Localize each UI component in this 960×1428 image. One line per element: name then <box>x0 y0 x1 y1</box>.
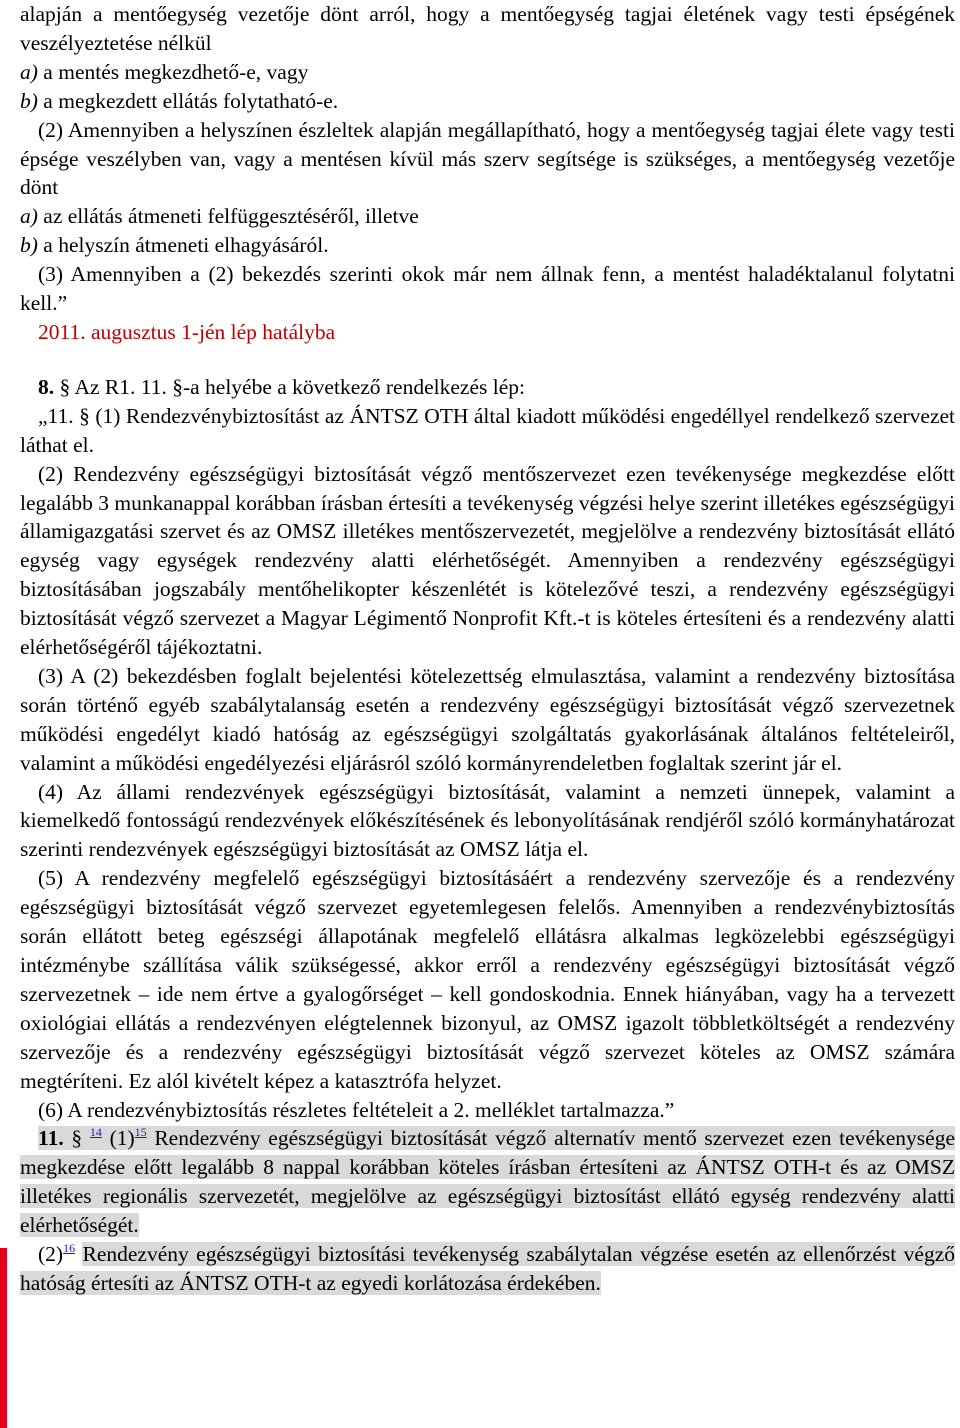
section-11-number: „11. <box>38 403 74 428</box>
section-11-paragraph-1 <box>20 402 955 460</box>
amended-section-11-paragraph-1 <box>20 1124 955 1240</box>
section-symbol: § <box>59 374 71 399</box>
spacer <box>20 347 955 373</box>
document-page <box>20 0 955 1298</box>
paragraph-2-item-a: a) az ellátás átmeneti felfüggesztéséről, illetve <box>20 204 419 229</box>
section-11-paragraph-3: (3) A (2) bekezdésben foglalt bejelentési kötelezettség elmulasztása, valamint a rendezvény biztosítása során történő egyéb szabálytalanság esetén a rendezvény egészségügyi biztosítását végző szervezetnek működési engedélyt kiadó hatóság az egészségügyi szolgáltatás gyakorlásának általános feltételeiről, valamint a működési engedélyezési eljárásról szóló kormányrendeletben foglaltak szerint jár el. <box>20 663 955 775</box>
amended-section-highlight <box>20 1126 955 1237</box>
section-symbol: § <box>71 1126 83 1151</box>
section-11-paragraph-2: (2) Rendezvény egészségügyi biztosítását végző mentőszervezet ezen tevékenysége megkezdése előtt legalább 3 munkanappal korábban írásban értesíti a tevékenység végzési helye szerint illetékes egészségügyi államigazgatási szervet és az OMSZ illetékes mentőszervezetét, megjelölve a rendezvény biztosítását ellátó egység vagy egységek rendezvény alatti elérhetőségét. Amennyiben a rendezvény egészségügyi biztosításában jogszabály mentőhelikopter készenlétét is kötelezővé teszi, a rendezvény egészségügyi biztosítását végző szervezet a Magyar Légimentő Nonprofit Kft.-t is köteles értesíteni és a rendezvény alatti elérhetőségéről tájékoztatni. <box>20 461 955 660</box>
footnote-link-14[interactable]: 14 <box>89 1125 102 1140</box>
list-item-a: a) a mentés megkezdhető-e, vagy <box>20 59 309 84</box>
paragraph-2: (2) Amennyiben a helyszínen észleltek alapján megállapítható, hogy a mentőegység tagjai élete vagy testi épsége veszélyben van, vagy a mentésen kívül más szerv segítsége is szükséges, a mentőegység vezetője dönt <box>20 117 955 200</box>
list-item-a-text: a mentés megkezdhető-e, vagy <box>43 59 309 84</box>
footnote-link-16[interactable]: 16 <box>63 1241 76 1256</box>
paragraph-2-item-a-text: az ellátás átmeneti felfüggesztéséről, illetve <box>43 204 419 229</box>
amended-section-number: 11. <box>38 1126 64 1151</box>
paragraph-2-item-b: b) a helyszín átmeneti elhagyásáról. <box>20 233 329 258</box>
effective-date-note: 2011. augusztus 1-jén lép hatályba <box>38 319 336 344</box>
paragraph-continued: alapján a mentőegység vezetője dönt arról, hogy a mentőegység tagjai életének vagy testi épségének veszélyeztetése nélkül <box>20 2 955 55</box>
amended-section-11-paragraph-2 <box>20 1240 955 1298</box>
section-8-text-b: -a helyébe a következő rendelkezés lép: <box>182 374 525 399</box>
paragraph-2-item-b-text: a helyszín átmeneti elhagyásáról. <box>43 233 329 258</box>
change-bar <box>0 1248 7 1428</box>
list-item-b-text: a megkezdett ellátás folytatható-e. <box>43 88 339 113</box>
section-8-text-a: Az R1. 11. <box>74 374 167 399</box>
subsection-number-1: (1) <box>109 1126 135 1151</box>
list-item-b: b) a megkezdett ellátás folytatható-e. <box>20 88 339 113</box>
section-symbol: § <box>79 403 90 428</box>
amended-paragraph-1-text: Rendezvény egészségügyi biztosítását végző alternatív mentő szervezet ezen tevékenysége megkezdése előtt legalább 8 nappal korábban köteles írásban értesíteni az ÁNTSZ OTH-t és az OMSZ illetékes regionális szervezetét, megjelölve az egészségügyi biztosítást ellátó egység rendezvény alatti elérhetőségét. <box>20 1126 955 1238</box>
section-symbol: § <box>172 374 183 399</box>
subsection-number-2: (2) <box>38 1242 64 1267</box>
amended-paragraph-2-text: Rendezvény egészségügyi biztosítási tevékenység szabálytalan végzése esetén az ellenőrzést végző hatóság értesíti az ÁNTSZ OTH-t az egyedi korlátozása érdekében. <box>20 1242 955 1295</box>
section-11-paragraph-5: (5) A rendezvény megfelelő egészségügyi biztosításáért a rendezvény szervezője és a rendezvény egészségügyi biztosítását végző szervezet egyetemlegesen felelős. Amennyiben a rendezvénybiztosítás során ellátott beteg egészségi állapotának megfelelő ellátásra alkalmas legközelebbi egészségügyi intézménybe szállítása válik szükségessé, akkor erről a rendezvény egészségügyi biztosítását végző szervezetnek – ide nem értve a gyalogőrséget – kell gondoskodnia. Ennek hiányában, vagy ha a tervezett oxiológiai ellátás a rendezvényen elégtelennek bizonyul, az OMSZ igazolt többletköltségét a rendezvény szervezője és a rendezvény egészségügyi biztosítását végző szervezet köteles az OMSZ számára megtéríteni. Ez alól kivételt képez a katasztrófa helyzet. <box>20 866 955 1093</box>
section-8-heading <box>20 373 955 402</box>
section-8-number: 8. <box>38 374 55 399</box>
section-11-paragraph-4: (4) Az állami rendezvények egészségügyi biztosítását, valamint a nemzeti ünnepek, valamint a kiemelkedő fontosságú rendezvények előkészítésének és lebonyolításának rendjéről szóló kormányhatározat szerinti rendezvények egészségügyi biztosítását az OMSZ látja el. <box>20 779 955 862</box>
paragraph-3: (3) Amennyiben a (2) bekezdés szerinti okok már nem állnak fenn, a mentést haladéktalanul folytatni kell.” <box>20 262 955 316</box>
section-11-text: (1) Rendezvénybiztosítást az ÁNTSZ OTH által kiadott működési engedéllyel rendelkező szervezet láthat el. <box>20 403 956 457</box>
footnote-link-15[interactable]: 15 <box>134 1125 147 1140</box>
section-11-paragraph-6: (6) A rendezvénybiztosítás részletes feltételeit a 2. melléklet tartalmazza.” <box>38 1097 675 1122</box>
